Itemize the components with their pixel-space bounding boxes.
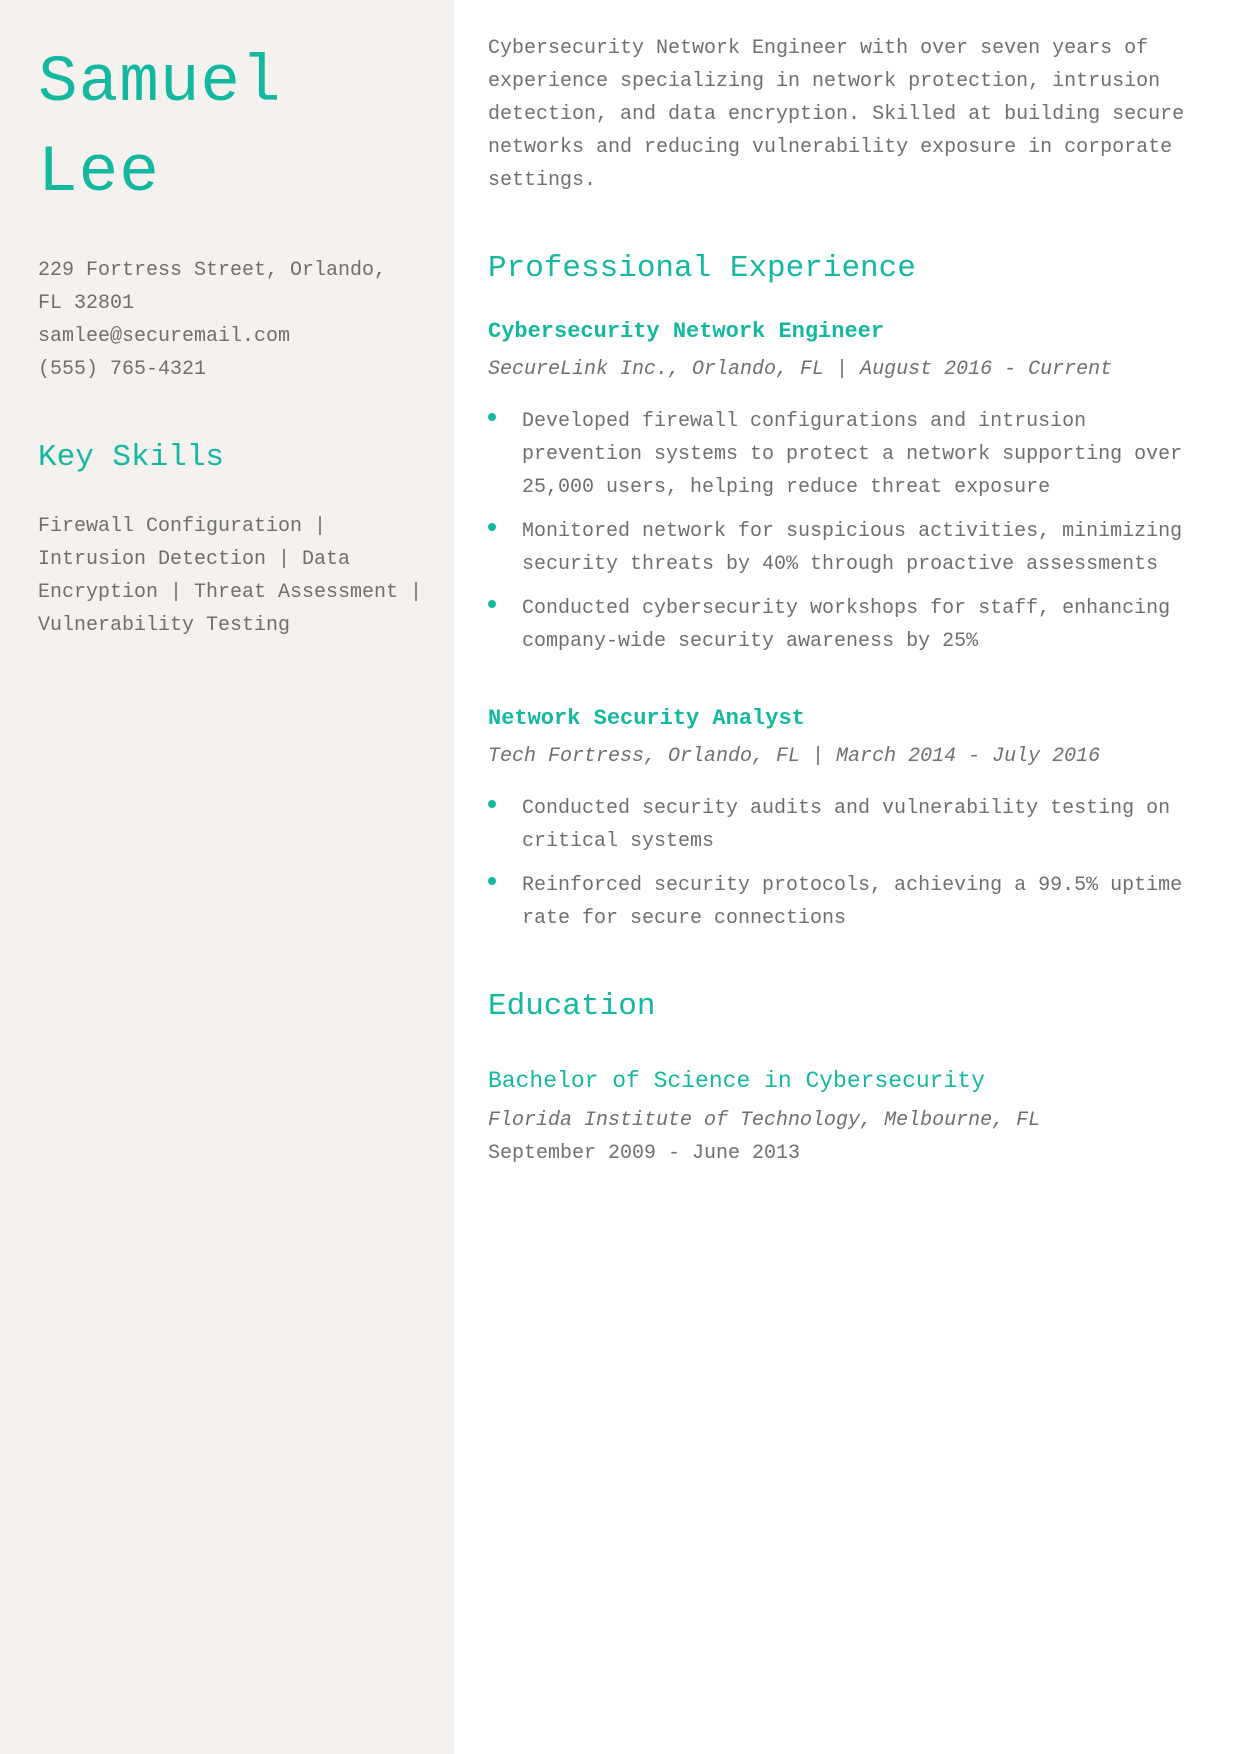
job-meta: SecureLink Inc., Orlando, FL | August 2016 - Current [488,358,1113,381]
education-heading: Education [488,989,656,1024]
address-line-2: FL 32801 [38,292,135,315]
degree-title: Bachelor of Science in Cybersecurity [488,1068,985,1094]
phone: (555) 765-4321 [38,358,207,381]
first-name: Samuel [38,45,282,120]
email: samlee@securemail.com [38,325,291,348]
bullet-dot-icon [488,877,496,885]
job-entry [488,317,1209,658]
key-skills-heading: Key Skills [38,440,225,475]
job-title: Cybersecurity Network Engineer [488,319,885,344]
bullet-dot-icon [488,600,496,608]
bullet-dot-icon [488,413,496,421]
candidate-name [38,38,424,218]
job-title: Network Security Analyst [488,706,805,731]
main-content [454,0,1239,1754]
bullet-item [488,405,1209,504]
bullet-dot-icon [488,800,496,808]
bullet-item [488,792,1209,858]
sidebar [0,0,454,1754]
bullet-item [488,515,1209,581]
job-meta: Tech Fortress, Orlando, FL | March 2014 - July 2016 [488,745,1101,768]
education-dates: September 2009 - June 2013 [488,1142,801,1165]
job-entry [488,704,1209,935]
job-bullets [488,792,1209,935]
bullet-item [488,592,1209,658]
bullet-text: Developed firewall configurations and intrusion prevention systems to protect a network supporting over 25,000 users, helping reduce threat exposure [522,410,1183,499]
bullet-item [488,869,1209,935]
contact-info [38,254,424,386]
key-skills-list: Firewall Configuration | Intrusion Detection | Data Encryption | Threat Assessment | Vulnerability Testing [38,515,423,637]
experience-heading: Professional Experience [488,251,916,286]
bullet-text: Conducted security audits and vulnerability testing on critical systems [522,797,1171,853]
bullet-text: Conducted cybersecurity workshops for staff, enhancing company-wide security awareness by 25% [522,597,1171,653]
last-name: Lee [38,135,160,210]
bullet-text: Monitored network for suspicious activities, minimizing security threats by 40% through proactive assessments [522,520,1183,576]
job-bullets [488,405,1209,658]
bullet-text: Reinforced security protocols, achieving a 99.5% uptime rate for secure connections [522,874,1183,930]
address-line-1: 229 Fortress Street, Orlando, [38,259,387,282]
professional-summary: Cybersecurity Network Engineer with over seven years of experience specializing in network protection, intrusion detection, and data encryption. Skilled at building secure networks and reducing vulnerability exposure in corporate settings. [488,37,1185,192]
bullet-dot-icon [488,523,496,531]
school-name: Florida Institute of Technology, Melbourne, FL [488,1109,1041,1132]
